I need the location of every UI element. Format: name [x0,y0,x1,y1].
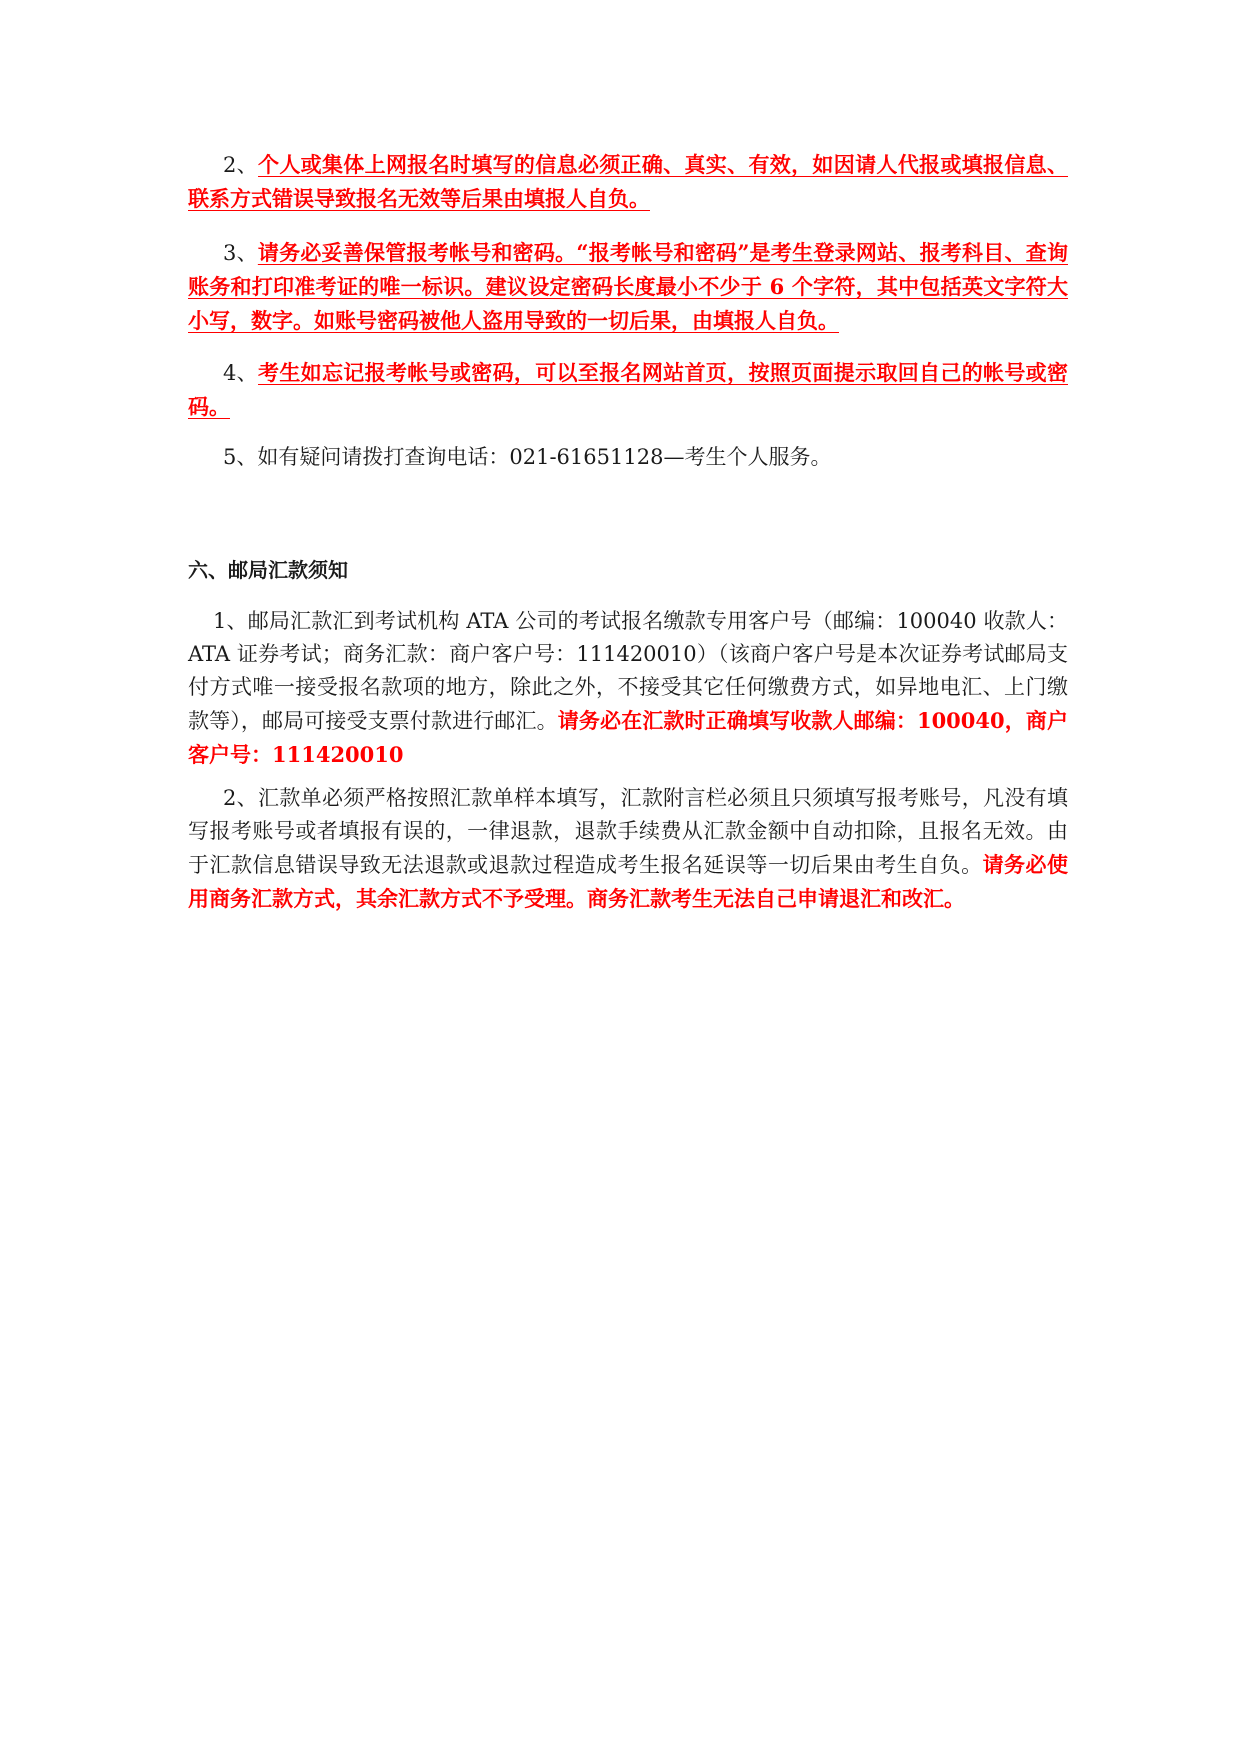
remittance-item-2-emphasis: 请务必使用商务汇款方式，其余汇款方式不予受理。商务汇款考生无法自己申请退汇和改汇。 [188,852,1069,911]
note-item-2 [188,148,1068,216]
note-item-3 [188,236,1068,338]
note-item-5-text: 如有疑问请拨打查询电话：021-61651128—考生个人服务。 [257,445,832,469]
remittance-item-1-emphasis: 请务必在汇款时正确填写收款人邮编：100040，商户客户号：111420010 [188,708,1069,767]
remittance-item-2-text: 2、汇款单必须严格按照汇款单样本填写，汇款附言栏必须且只须填写报考账号，凡没有填写报考账号或者填报有误的，一律退款，退款手续费从汇款金额中自动扣除，且报名无效。由于汇款信息错误导致无法退款或退款过程造成考生报名延误等一切后果由考生自负。 [188,786,1068,877]
note-item-5-number: 5、 [223,445,258,469]
note-item-4 [188,356,1068,424]
section-heading: 六、邮局汇款须知 [188,558,348,582]
note-item-4-text: 考生如忘记报考帐号或密码，可以至报名网站首页，按照页面提示取回自己的帐号或密码。 [188,360,1068,419]
remittance-item-1 [188,605,1068,772]
note-item-3-text: 请务必妥善保管报考帐号和密码。“报考帐号和密码”是考生登录网站、报考科目、查询账务和打印准考证的唯一标识。建议设定密码长度最小不少于 6 个字符，其中包括英文字符大小写，数字。如账号密码被他人盗用导致的一切后果，由填报人自负。 [188,240,1068,333]
remittance-item-1-text: 1、邮局汇款汇到考试机构 ATA 公司的考试报名缴款专用客户号（邮编：100040 收款人：ATA 证券考试；商务汇款：商户客户号：111420010）（该商户客户号是本次证券考试邮局支付方式唯一接受报名款项的地方，除此之外，不接受其它任何缴费方式，如异地电汇、上门缴款等），邮局可接受支票付款进行邮汇。 [188,609,1068,733]
note-item-3-number: 3、 [223,241,258,265]
note-item-4-number: 4、 [223,361,259,385]
note-item-2-text: 个人或集体上网报名时填写的信息必须正确、真实、有效，如因请人代报或填报信息、联系方式错误导致报名无效等后果由填报人自负。 [188,152,1068,211]
note-item-5 [188,441,831,474]
remittance-item-2 [188,782,1068,916]
note-item-2-number: 2、 [223,153,259,177]
